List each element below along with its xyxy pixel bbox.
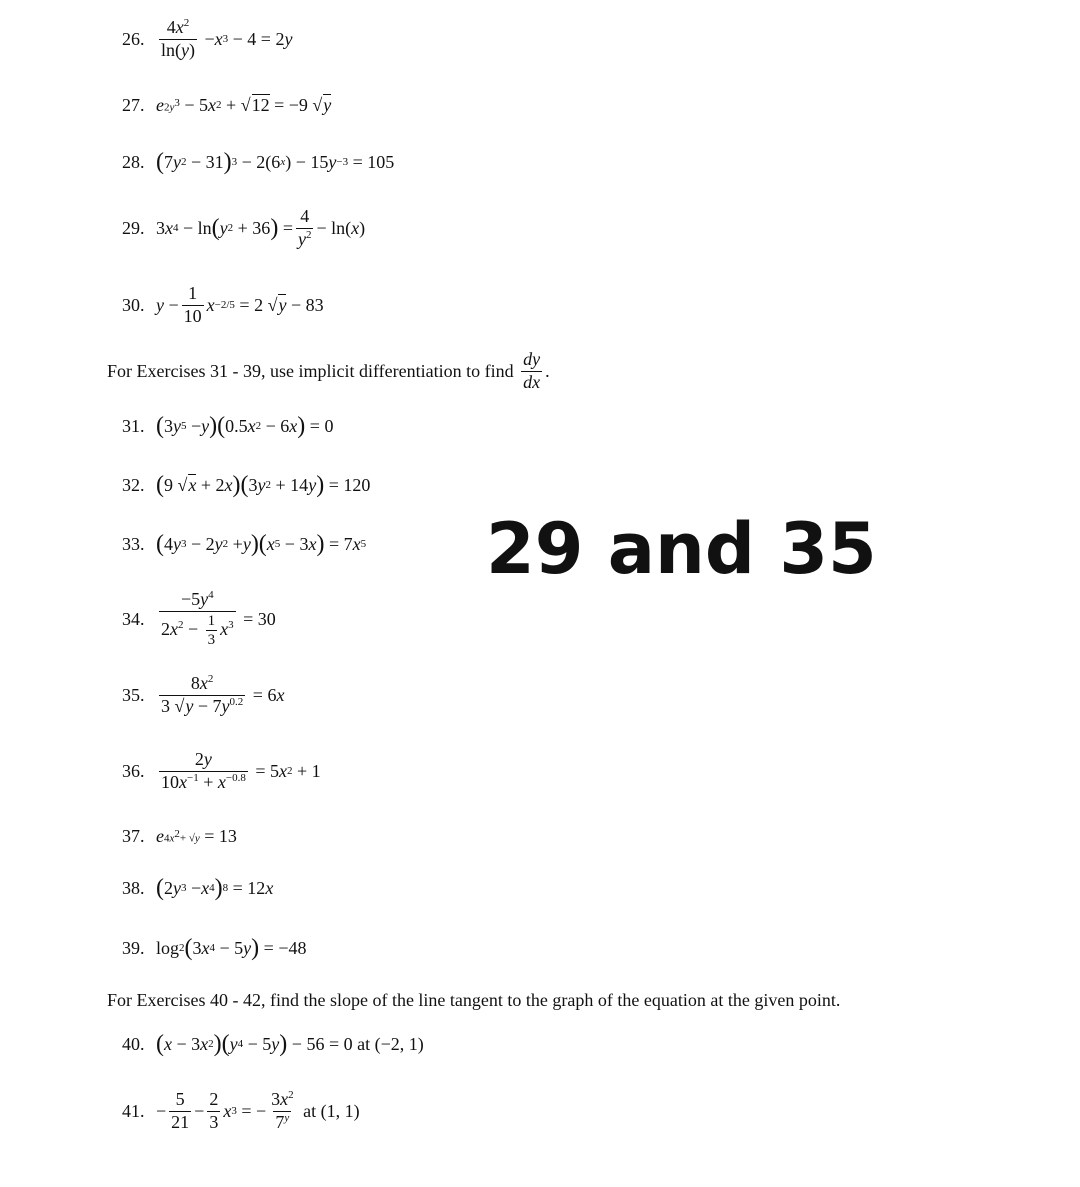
equation: ( x − 3 x 2 )( y 4 − 5 y ) − 56 = 0 at (−2, 1) (156, 1031, 424, 1057)
exercise-number: 30. (122, 294, 145, 315)
exercise-40 (122, 1032, 424, 1056)
exercise-number: 41. (122, 1100, 145, 1121)
equation: $\frac{4x^2}{\ln(y)}$ − x 3 − 4 = 2 y (161, 17, 293, 60)
exercise-number: 37. (122, 826, 145, 846)
exercise-39 (122, 936, 306, 960)
exercise-number: 27. (122, 94, 145, 115)
exercise-number: 40. (122, 1033, 145, 1054)
exercise-36 (122, 750, 321, 793)
exercise-number: 38. (122, 877, 145, 898)
equation: ( 3 y 5 − y )( 0.5 x 2 − 6 x ) = 0 (156, 413, 334, 439)
equation: ( 2 y 3 − x 4 ) 8 = 12 x (156, 875, 274, 901)
equation: e $2y^3$ − 5 x 2 + √ 12 = −9 √ y (156, 94, 332, 115)
exercise-number: 34. (122, 608, 145, 629)
equation: $\frac{2y}{10x^{-1} + x^{-0.8}}$ = 5 x 2 + 1 (161, 749, 321, 792)
equation: $\frac{8x^2}{3 √y - 7y^{0.2}}$ = 6 x (161, 673, 285, 716)
equation: ( 9 √ x + 2 x )( 3 y 2 + 14 y ) = 120 (156, 472, 371, 498)
exercise-30 (122, 284, 324, 327)
exercise-number: 29. (122, 217, 145, 238)
exercise-35 (122, 674, 284, 717)
exercise-number: 35. (122, 684, 145, 705)
equation: y − $\frac{1}{10}$ x −2/5 = 2 √ y − 83 (156, 283, 324, 326)
exercise-number: 33. (122, 533, 145, 554)
dy: dy (523, 349, 541, 369)
overlay-note: 29 and 35 (486, 508, 877, 590)
equation: 3 x 4 − ln ( y 2 + 36 ) = $\frac{4}{y^2}$ − ln( x ) (156, 206, 366, 249)
exercise-37 (122, 826, 237, 847)
dx: dx (523, 371, 541, 392)
exercise-41 (122, 1090, 360, 1133)
equation: log 2 ( 3 x 4 − 5 y ) = −48 (156, 935, 307, 961)
instruction-text: For Exercises 40 - 42, find the slope of the line tangent to the graph of the equation at the given point. (107, 990, 841, 1010)
exercise-34 (122, 590, 276, 649)
equation: ( 4 y 3 − 2 y 2 + y )( x 5 − 3 x ) = 7 x 5 (156, 531, 367, 557)
equation: $-5y^4$ $2x^2$ − $\frac{1}{3}$ $x^3$ = 30 (161, 589, 276, 649)
equation: e $4x^2+ √y$ = 13 (156, 826, 237, 846)
exercise-number: 31. (122, 415, 145, 436)
exercise-number: 28. (122, 151, 145, 172)
exercise-number: 36. (122, 760, 145, 781)
exercise-38 (122, 876, 273, 900)
exercise-32 (122, 473, 370, 497)
instruction-31-39 (107, 350, 550, 393)
exercise-33 (122, 532, 366, 556)
exercise-27 (122, 94, 331, 116)
exercise-29 (122, 207, 365, 250)
exercise-number: 32. (122, 474, 145, 495)
exercise-28 (122, 150, 394, 174)
instruction-text: For Exercises 31 - 39, use implicit differentiation to find (107, 360, 514, 381)
instruction-40-42 (107, 990, 840, 1011)
equation: ( 7 y 2 − 31 ) 3 − 2(6 x ) − 15 y −3 = 105 (156, 149, 395, 175)
equation: − $\frac{5}{21}$ − $\frac{2}{3}$ x 3 = − $\frac{3x^2}{7^y}$ at (1, 1) (156, 1089, 360, 1132)
exercise-26 (122, 18, 292, 61)
exercise-number: 39. (122, 937, 145, 958)
exercise-number: 26. (122, 28, 145, 49)
exercise-31 (122, 414, 333, 438)
period: . (545, 360, 550, 381)
